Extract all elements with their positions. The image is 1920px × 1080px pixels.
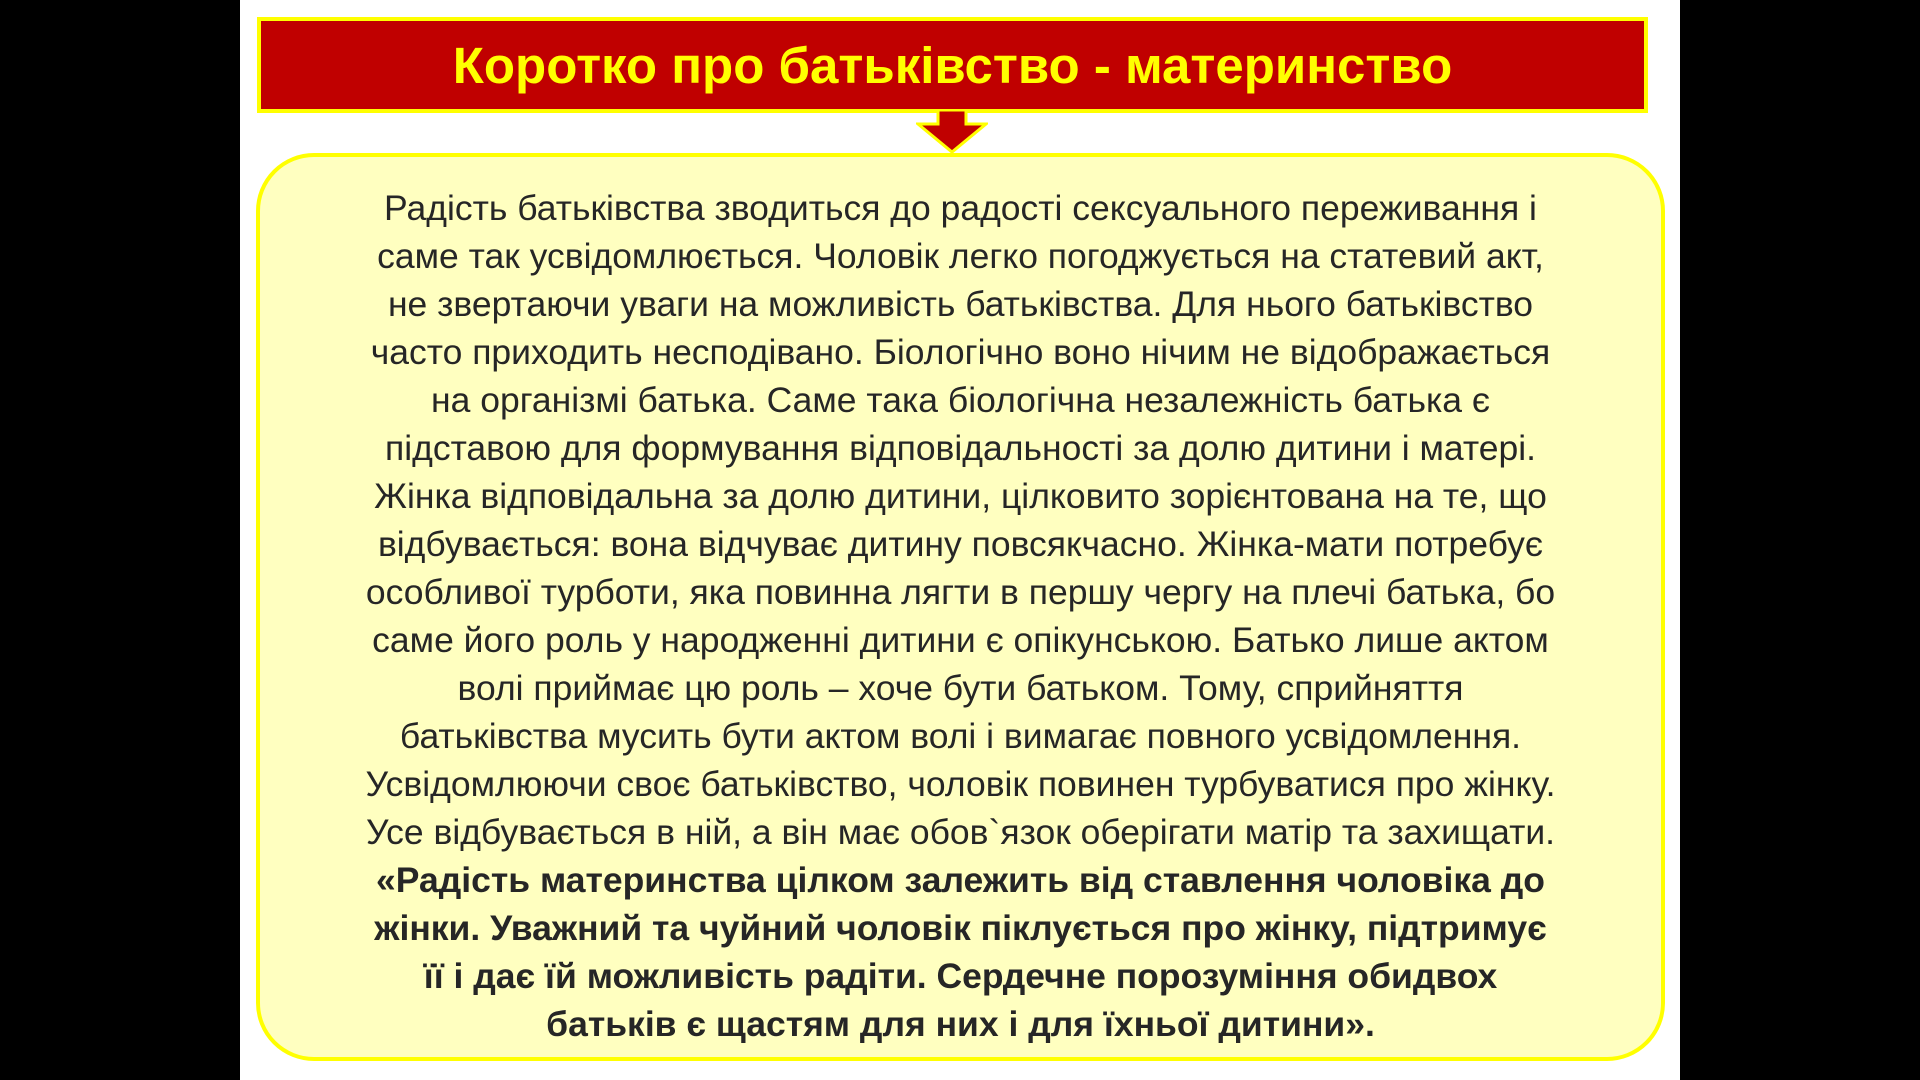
- body-line: Усвідомлюючи своє батьківство, чоловік повинен турбуватися про жінку.: [365, 764, 1556, 804]
- body-line: Усе відбувається в ній, а він має обов`язок оберігати матір та захищати.: [365, 812, 1556, 852]
- body-line: саме так усвідомлюється. Чоловік легко погоджується на статевий акт,: [377, 236, 1544, 276]
- slide-title: Коротко про батьківство - материнство: [452, 36, 1453, 94]
- body-line: Жінка відповідальна за долю дитини, цілковито зорієнтована на те, що: [374, 476, 1547, 516]
- body-line: відбувається: вона відчуває дитину повсякчасно. Жінка-мати потребує: [377, 524, 1544, 564]
- title-banner: [257, 17, 1648, 113]
- body-line: на організмі батька. Саме така біологічна незалежність батька є: [431, 380, 1490, 420]
- down-arrow-icon: [916, 110, 988, 154]
- body-line: волі приймає цю роль – хоче бути батьком. Тому, сприйняття: [457, 668, 1464, 708]
- body-text: [280, 184, 1641, 1048]
- quote-line: жінки. Уважний та чуйний чоловік піклується про жінку, підтримує: [374, 908, 1547, 948]
- body-line: батьківства мусить бути актом волі і вимагає повного усвідомлення.: [399, 716, 1522, 756]
- quote-line: «Радість материнства цілком залежить від ставлення чоловіка до: [376, 860, 1545, 900]
- body-line: не звертаючи уваги на можливість батьківства. Для нього батьківство: [387, 284, 1534, 324]
- body-line: часто приходить несподівано. Біологічно воно нічим не відображається: [370, 332, 1551, 372]
- content-box: [256, 153, 1665, 1061]
- slide: [240, 0, 1680, 1080]
- body-line: особливої турботи, яка повинна лягти в першу чергу на плечі батька, бо: [365, 572, 1556, 612]
- body-line: Радість батьківства зводиться до радості сексуального переживання і: [384, 188, 1537, 228]
- quote-line: її і дає їй можливість радіти. Сердечне порозуміння обидвох: [423, 956, 1498, 996]
- body-line: саме його роль у народженні дитини є опікунською. Батько лише актом: [372, 620, 1549, 660]
- body-line: підставою для формування відповідальності за долю дитини і матері.: [385, 428, 1536, 468]
- quote-line: батьків є щастям для них і для їхньої дитини».: [546, 1004, 1375, 1044]
